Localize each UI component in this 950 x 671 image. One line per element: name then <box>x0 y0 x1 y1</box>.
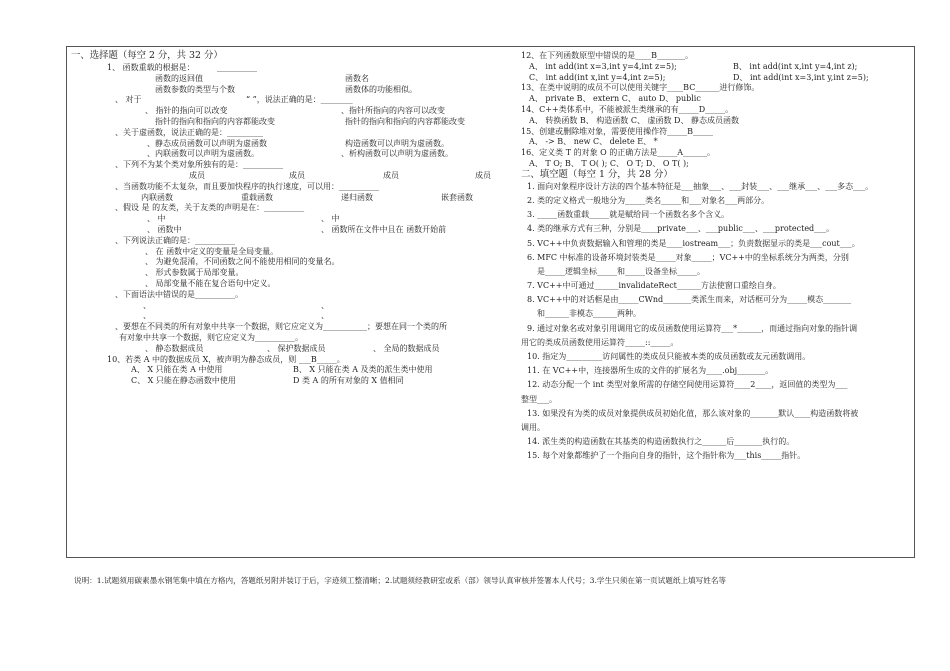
right-question-line <box>517 170 911 182</box>
left-question-line <box>71 279 509 290</box>
right-question-line <box>517 380 911 394</box>
left-question-line <box>71 214 509 225</box>
left-question-line <box>71 355 509 366</box>
left-question-text: 指针的指向和指向的内容都能改变 <box>345 116 465 126</box>
left-question-text: C、 X 只能在静态函数中使用 <box>131 376 236 386</box>
right-question-line <box>517 94 911 105</box>
left-question-line <box>71 247 509 258</box>
right-question-line <box>517 137 911 148</box>
left-question-text: 、下面语法中错误的是__________。 <box>115 289 243 299</box>
right-question-line <box>517 83 911 94</box>
left-question-line <box>71 85 509 96</box>
left-question-text: 1、 函数重载的根据是： <box>107 63 195 72</box>
left-question-text: 递归函数 <box>341 192 373 202</box>
left-question-text: 、 <box>143 300 151 310</box>
left-question-line <box>71 301 509 312</box>
left-question-text: 、 为避免混淆，不同函数之间不能使用相同的变量名。 <box>145 257 340 267</box>
left-question-text: D 类 A 的所有对象的 X 值相同 <box>293 376 404 386</box>
right-question-text: 15、创建或删除堆对象，需要使用操作符_____B_____ <box>521 126 714 136</box>
left-question-line <box>71 160 509 171</box>
right-column <box>517 51 911 466</box>
left-question-text: 、 局部变量不能在复合语句中定义。 <box>145 278 276 288</box>
right-question-text: 4. 类的继承方式有三种，分别是____private___、___public___、___protected___。 <box>527 224 835 234</box>
right-question-text: 用它的类成员函数使用运算符_____::_____。 <box>521 337 679 347</box>
left-question-text: B、 X 只能在类 A 及类的派生类中使用 <box>293 365 433 375</box>
left-question-text: 重载函数 <box>241 192 273 202</box>
right-question-line <box>517 352 911 366</box>
right-question-line <box>517 62 911 73</box>
left-question-text: 函数的返回值 <box>155 73 203 83</box>
left-question-text: 成员 <box>475 170 491 180</box>
right-question-text: 整型___。 <box>521 394 557 404</box>
right-question-line <box>517 409 911 423</box>
right-question-line <box>517 395 911 409</box>
right-question-line <box>517 239 911 253</box>
left-question-text: 、 静态数据成员 <box>145 343 204 353</box>
left-question-line <box>71 268 509 279</box>
left-question-line <box>71 74 509 85</box>
right-question-line <box>517 281 911 295</box>
left-question-text: 、 函数中 <box>147 224 182 234</box>
right-question-text: 16、定义类 T 的对象 O 的正确方法是_____A______。 <box>521 148 716 158</box>
right-question-text: 和______非模态______两种。 <box>537 309 641 319</box>
left-question-text: A、 X 只能在类 A 中使用 <box>131 365 223 375</box>
right-question-line <box>517 338 911 352</box>
right-question-line <box>517 295 911 309</box>
right-question-line <box>517 451 911 465</box>
exam-sheet-frame <box>66 46 915 558</box>
right-question-line <box>517 309 911 323</box>
left-question-text: 、 中 <box>321 214 340 224</box>
right-question-text: 6. MFC 中标准的设备环境封装类是_____对象_____；VC++中的坐标系统分为两类，分别 <box>527 252 849 262</box>
right-question-line <box>517 73 911 84</box>
right-question-text: 8. VC++中的对话框是由_____CWnd_______类派生而来，对话框可分为_____模态_______ <box>527 295 852 305</box>
left-question-text: 、 <box>321 311 329 321</box>
left-question-text: 、下列说法正确的是：__________ <box>115 235 235 245</box>
right-question-text: 11. 在 VC++中，连接器所生成的文件的扩展名为____.obj_______。 <box>527 366 774 376</box>
left-question-text: 函数名 <box>345 73 369 83</box>
left-question-text: 、下列不为某个类对象所独有的是：__________ <box>115 160 283 170</box>
right-question-text: 15. 每个对象都维护了一个指向自身的指针，这个指针称为___this_____指针。 <box>527 451 806 461</box>
left-question-text: 、 <box>143 311 151 321</box>
right-question-line <box>517 224 911 238</box>
right-question-text: 13. 如果没有为类的成员对象提供成员初始化值，那么该对象的_______默认____构造函数将被 <box>527 408 859 418</box>
right-question-text: A、 -> B、 new C、 delete E、 * <box>529 137 658 147</box>
left-question-line <box>71 193 509 204</box>
left-question-text: 、析构函数可以声明为虚函数。 <box>341 149 453 159</box>
right-question-text: 12、在下列函数原型中错误的是____B_______。 <box>521 51 694 60</box>
left-question-text: 、指针所指向的内容可以改变 <box>341 106 445 116</box>
right-question-text: 3. _____函数重载_____就是赋给同一个函数名多个含义。 <box>527 210 730 220</box>
left-question-line <box>71 117 509 128</box>
left-question-text: 、当函数功能不太复杂，而且要加快程序的执行速度，可以用：__________ <box>115 181 379 191</box>
right-question-text: 5. VC++中负责数据输入和管理的类是____iostream___；负责数据显示的类是___cout___。 <box>527 238 860 248</box>
left-question-text: 、 全局的数据成员 <box>373 343 440 353</box>
left-question-text: 嵌套函数 <box>441 192 473 202</box>
left-question-text: 、静态成员函数可以声明为虚函数 <box>147 138 267 148</box>
right-question-line <box>517 148 911 159</box>
left-question-text: 、 <box>321 300 329 310</box>
left-question-line <box>71 63 509 74</box>
left-question-line <box>71 95 509 106</box>
left-question-text: 指针的指向和指向的内容都能改变 <box>155 116 275 126</box>
right-question-text: A、 T O; B、 T O( ); C、 O T; D、 O T( ); <box>529 158 689 168</box>
right-question-text: C、 int add(int x,int y=4,int z=5); <box>529 72 666 82</box>
left-question-text: 、关于虚函数，说法正确的是：_________ <box>115 127 263 137</box>
left-question-text: 成员 <box>189 170 205 180</box>
right-question-line <box>517 51 911 62</box>
left-question-text: 、假设 是 的友类，关于友类的声明是在：__________ <box>115 203 305 213</box>
right-question-text: D、 int add(int x=3,int y,int z=5); <box>733 72 869 82</box>
right-question-text: 14. 派生类的构造函数在其基类的构造函数执行之______后_______执行的。 <box>527 437 795 447</box>
left-question-line <box>71 149 509 160</box>
right-question-text: 14、C++类体系中，不能被派生类继承的有_____D_____。 <box>521 104 734 114</box>
left-question-text: 10、若类 A 中的数据成员 X，被声明为静态成员，则 ___B_____。 <box>107 354 345 364</box>
right-question-line <box>517 105 911 116</box>
right-question-line <box>517 116 911 127</box>
left-question-text: 、 中 <box>147 214 166 224</box>
left-question-line <box>71 344 509 355</box>
left-question-line <box>71 376 509 387</box>
right-question-text: 7. VC++中可通过______invalidateRect______方法使窗口重绘自身。 <box>527 281 781 291</box>
left-question-line <box>71 365 509 376</box>
left-question-text: 函数参数的类型与个数 <box>155 84 235 94</box>
left-question-line <box>71 139 509 150</box>
right-question-text: 9. 通过对象名或对象引用调用它的成员函数使用运算符___*______，而通过指向对象的指针调 <box>527 323 858 333</box>
left-column <box>71 51 509 387</box>
left-question-line <box>71 106 509 117</box>
left-question-text: 、 形式参数属于局部变量。 <box>145 268 244 278</box>
right-question-line <box>517 253 911 267</box>
right-question-text: 1. 面向对象程序设计方法的四个基本特征是___抽象___、___封装___、___继承___、___多态___。 <box>527 181 874 191</box>
right-question-line <box>517 267 911 281</box>
right-question-text: 是_____逻辑坐标_____和_____设备坐标_____。 <box>537 266 705 276</box>
right-question-text: A、 转换函数 B、 构造函数 C、 虚函数 D、 静态成员函数 <box>529 115 739 125</box>
left-question-line <box>71 203 509 214</box>
left-question-line <box>71 236 509 247</box>
left-question-text: 、 对于 <box>115 95 142 105</box>
left-question-line <box>71 290 509 301</box>
right-question-line <box>517 127 911 138</box>
left-question-line <box>71 333 509 344</box>
right-question-text: 10. 指定为_________访问属性的类成员只能被本类的成员函数或友元函数调用。 <box>527 352 811 362</box>
left-question-text: 内联函数 <box>141 192 173 202</box>
left-question-text: “ ”，说法正确的是：________ <box>246 95 353 105</box>
right-question-line <box>517 196 911 210</box>
right-question-text: 二、填空题（每空 1 分，共 28 分） <box>521 168 673 180</box>
right-question-line <box>517 182 911 196</box>
left-question-text: 构造函数可以声明为虚函数。 <box>345 138 449 148</box>
right-question-text: 2. 类的定义格式一般地分为_____类名_____和___对象名___两部分。 <box>527 195 770 205</box>
left-question-text: 、内联函数可以声明为虚函数。 <box>147 149 259 159</box>
left-question-line <box>71 128 509 139</box>
left-question-line <box>71 257 509 268</box>
right-question-text: B、 int add(int x,int y=4,int z); <box>733 61 858 71</box>
left-question-line <box>71 225 509 236</box>
right-question-text: 13、在类中说明的成员不可以使用关键字____BC______进行修饰。 <box>521 83 760 93</box>
right-question-text: 12. 动态分配一个 int 类型对象所需的存储空间使用运算符____2____，返回值的类型为___ <box>527 380 848 390</box>
right-question-text: A、 private B、 extern C、 auto D、 public <box>529 94 701 104</box>
left-question-line <box>71 171 509 182</box>
left-question-text: 、要想在不同类的所有对象中共享一个数据，则它应定义为___________；要想在同一个类的所 <box>115 322 447 332</box>
left-question-text: 、 在 函数中定义的变量是全局变量。 <box>145 246 279 256</box>
left-question-text: __________ <box>217 63 257 72</box>
left-question-text: 成员 <box>289 170 305 180</box>
right-question-line <box>517 324 911 338</box>
left-question-text: 、 函数所在文件中且在 函数开始前 <box>321 224 447 234</box>
right-question-line <box>517 437 911 451</box>
footer-note: 说明：1.试题须用碳素墨水钢笔集中填在方格内，答题纸另附并装订于后，字迹须工整清晰；2.试题须经教研室或系（部）领导认真审核并签署本人代号；3.学生只须在第一页试题纸上填写姓名等 <box>74 576 727 585</box>
right-question-line <box>517 423 911 437</box>
left-question-line <box>71 51 509 63</box>
left-question-text: 、 指针的指向可以改变 <box>145 106 228 116</box>
left-question-line <box>71 311 509 322</box>
left-question-text: 成员 <box>383 170 399 180</box>
right-question-line <box>517 366 911 380</box>
left-question-text: 、 保护数据成员 <box>267 343 326 353</box>
left-question-text: 有对象中共享一个数据，则它应定义为__________。 <box>119 332 303 342</box>
right-question-line <box>517 210 911 224</box>
left-question-line <box>71 182 509 193</box>
left-question-text: 一、选择题（每空 2 分，共 32 分） <box>71 50 223 61</box>
right-question-text: A、 int add(int x=3,int y=4,int z=5); <box>529 61 677 71</box>
left-question-line <box>71 322 509 333</box>
right-question-text: 调用。 <box>521 422 545 432</box>
left-question-text: 函数体的功能相似。 <box>345 84 417 94</box>
